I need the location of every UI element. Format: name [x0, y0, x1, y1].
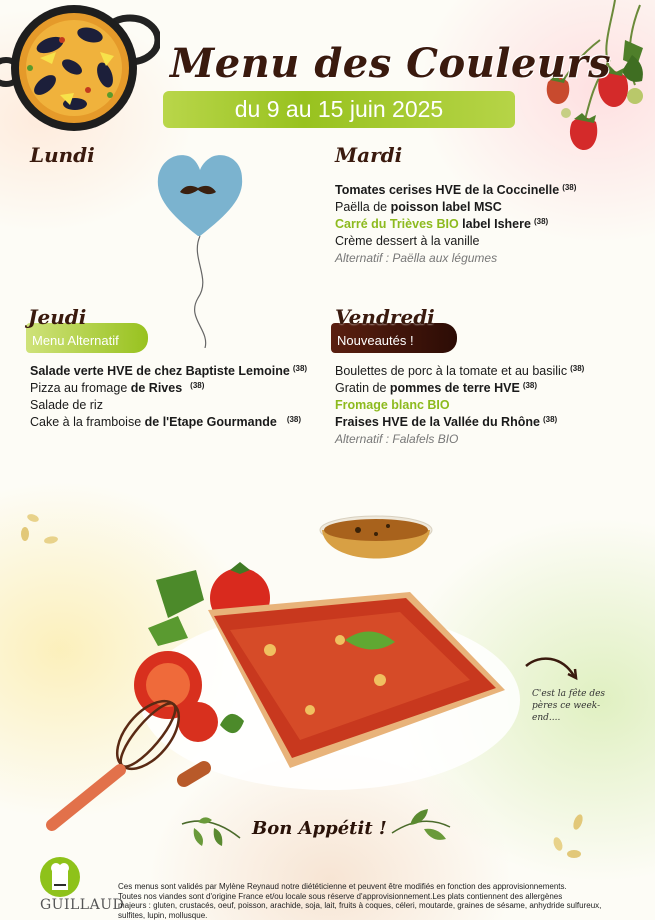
day-label-friday: Vendredi — [335, 305, 435, 329]
menu-item: Pizza au fromage de Rives $^{(38)}$ — [30, 381, 205, 395]
fathers-day-note: C'est la fête des pères ce week-end.... — [532, 689, 606, 723]
menu-item: Paëlla de poisson label MSC — [335, 200, 502, 214]
menu-friday — [335, 363, 584, 448]
alternative-dish: Alternatif : Falafels BIO — [335, 432, 459, 446]
bon-appetit-text: Bon Appétit ! — [252, 818, 387, 839]
menu-item: Salade verte HVE de chez Baptiste Lemoine $^{(38)}$ — [30, 364, 308, 378]
day-label-thursday: Jeudi — [28, 305, 87, 329]
menu-thursday — [30, 363, 307, 431]
date-range-banner: du 9 au 15 juin 2025 — [163, 91, 515, 128]
page-title: Menu des Couleurs — [170, 40, 612, 87]
pine-nuts-image — [548, 810, 588, 862]
brand-name: GUILLAUD — [40, 897, 125, 913]
menu-item: Cake à la framboise de l'Etape Gourmande $^{(38)}$ — [30, 415, 302, 429]
menu-item: Boulettes de porc à la tomate et au basilic $^{(38)}$ — [335, 364, 585, 378]
menu-item: Gratin de pommes de terre HVE $^{(38)}$ — [335, 381, 538, 395]
arrow-icon — [522, 652, 582, 687]
tag-nouveautes: Nouveautés ! — [331, 323, 457, 353]
whisk-image — [40, 695, 190, 840]
menu-item: Salade de riz — [30, 398, 103, 412]
menu-item: Fraises HVE de la Vallée du Rhône $^{(38)}$ — [335, 415, 558, 429]
alternative-dish: Alternatif : Paëlla aux légumes — [335, 251, 498, 265]
footer-disclaimer: Ces menus sont validés par Mylène Reynaud notre diététicienne et peuvent être modifiés en fonction des approvisionnements. Toutes nos viandes sont d'origine France et/ou locale sous réserve d'approvisionnement.Les plats contiennent des allergènes majeurs : gluten, crustacés, oeuf, poisson, arachide, soja, lait, fruits à coques, céleri, moutarde, graines de sésame, anhydride sulfureux, sulfites, lupin, mollusque. — [118, 882, 602, 920]
menu-tuesday — [335, 182, 576, 267]
menu-item: Crème dessert à la vanille — [335, 234, 480, 248]
menu-item: Tomates cerises HVE de la Coccinelle $^{(38)}$ — [335, 183, 577, 197]
brand-logo — [36, 856, 84, 898]
leaf-icon — [180, 814, 242, 854]
paella-pan-image — [0, 0, 160, 135]
tag-menu-alternatif: Menu Alternatif — [26, 323, 148, 353]
day-label-monday: Lundi — [30, 143, 95, 167]
heart-balloon-image — [150, 148, 250, 348]
day-label-tuesday: Mardi — [335, 143, 403, 167]
pine-nuts-image — [15, 510, 65, 550]
menu-item: Carré du Trièves BIO label Ishere $^{(38)}$ — [335, 217, 549, 231]
menu-item: Fromage blanc BIO — [335, 398, 450, 412]
leaf-icon — [390, 803, 452, 847]
